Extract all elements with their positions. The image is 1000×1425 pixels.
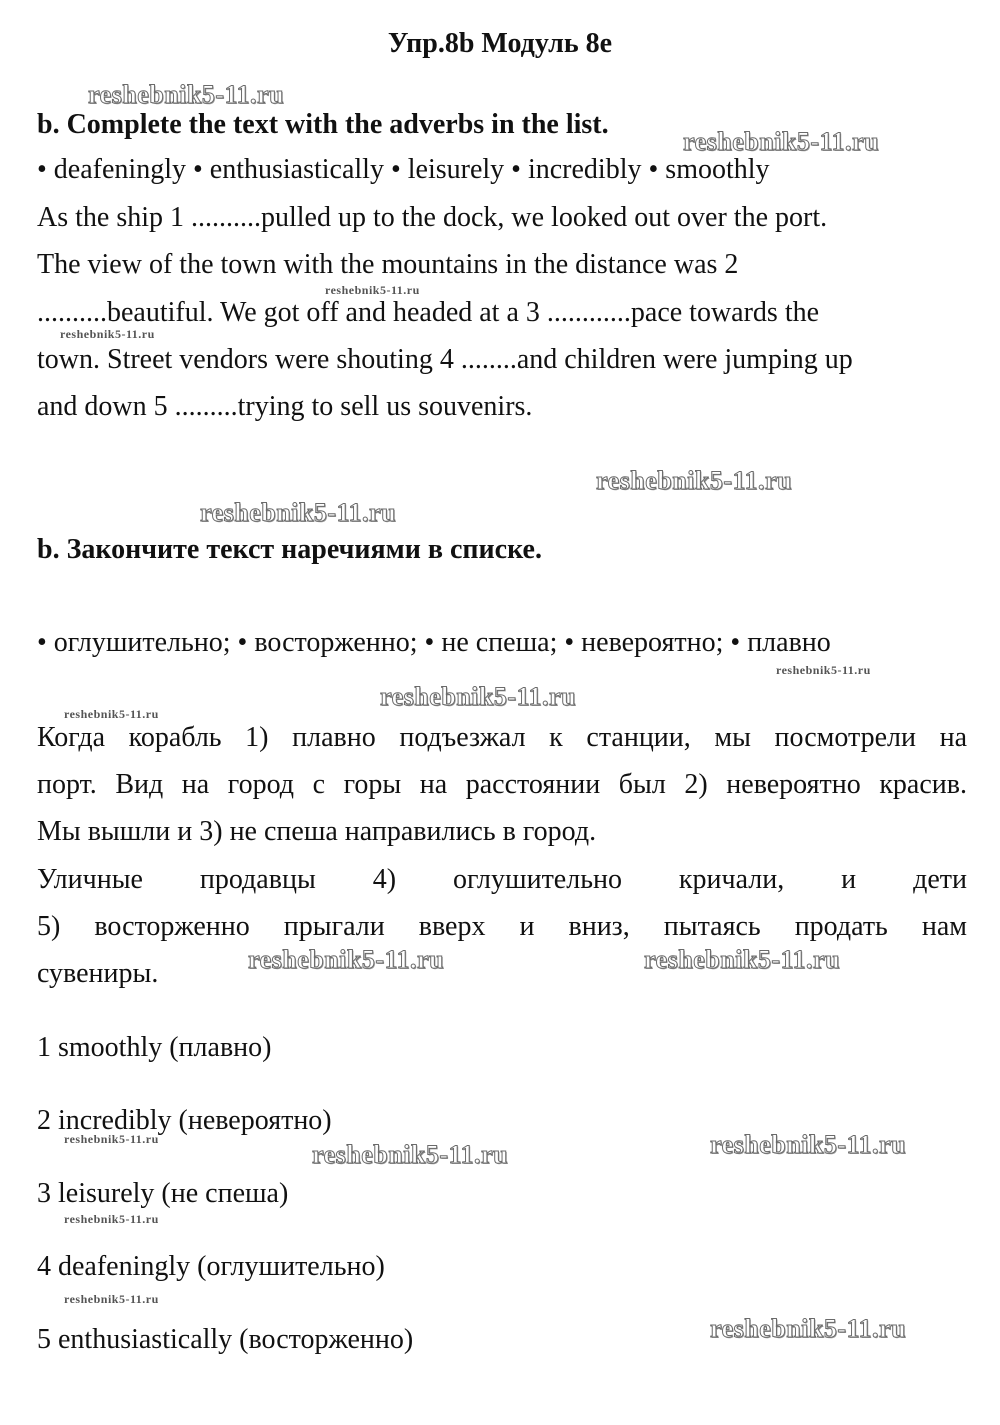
- answer-item: 3 leisurely (не спеша): [37, 1178, 289, 1209]
- watermark: reshebnik5-11.ru: [64, 1292, 159, 1306]
- russian-text-line: Мы вышли и 3) не спеша направились в город.: [37, 816, 597, 847]
- watermark: reshebnik5-11.ru: [88, 80, 285, 109]
- watermark: reshebnik5-11.ru: [710, 1314, 907, 1343]
- russian-word-list: • оглушительно; • восторженно; • не спеша; • невероятно; • плавно: [37, 627, 831, 658]
- english-text-line: and down 5 .........trying to sell us souvenirs.: [37, 391, 533, 422]
- russian-text-line: сувениры.: [37, 958, 159, 989]
- english-text-line: As the ship 1 ..........pulled up to the dock, we looked out over the port.: [37, 202, 828, 233]
- watermark: reshebnik5-11.ru: [325, 283, 420, 297]
- watermark: reshebnik5-11.ru: [64, 707, 159, 721]
- english-text-line: town. Street vendors were shouting 4 ........and children were jumping up: [37, 344, 853, 375]
- watermark: reshebnik5-11.ru: [380, 682, 577, 711]
- english-text-line: ..........beautiful. We got off and headed at a 3 ............pace towards the: [37, 297, 820, 328]
- answer-item: 1 smoothly (плавно): [37, 1032, 272, 1063]
- watermark: reshebnik5-11.ru: [683, 127, 880, 156]
- watermark: reshebnik5-11.ru: [60, 327, 155, 341]
- watermark: reshebnik5-11.ru: [248, 945, 445, 974]
- russian-text-line: Когда корабль 1) плавно подъезжал к станции, мы посмотрели на: [37, 722, 967, 753]
- watermark: reshebnik5-11.ru: [596, 466, 793, 495]
- answer-item: 2 incredibly (невероятно): [37, 1105, 332, 1136]
- russian-text-line: порт. Вид на город с горы на расстоянии был 2) невероятно красив.: [37, 769, 967, 800]
- watermark: reshebnik5-11.ru: [312, 1140, 509, 1169]
- english-instruction: b. Complete the text with the adverbs in the list.: [37, 109, 609, 140]
- russian-text-line: 5) восторженно прыгали вверх и вниз, пытаясь продать нам: [37, 911, 967, 942]
- answer-item: 4 deafeningly (оглушительно): [37, 1251, 385, 1282]
- russian-text-line: Уличные продавцы 4) оглушительно кричали, и дети: [37, 864, 967, 895]
- watermark: reshebnik5-11.ru: [64, 1212, 159, 1226]
- watermark: reshebnik5-11.ru: [644, 945, 841, 974]
- watermark: reshebnik5-11.ru: [64, 1132, 159, 1146]
- watermark: reshebnik5-11.ru: [710, 1130, 907, 1159]
- watermark: reshebnik5-11.ru: [776, 663, 871, 677]
- russian-instruction: b. Закончите текст наречиями в списке.: [37, 534, 542, 565]
- answer-item: 5 enthusiastically (восторженно): [37, 1324, 414, 1355]
- english-word-list: • deafeningly • enthusiastically • leisurely • incredibly • smoothly: [37, 154, 770, 185]
- english-text-line: The view of the town with the mountains in the distance was 2: [37, 249, 739, 280]
- watermark: reshebnik5-11.ru: [200, 498, 397, 527]
- page-title: Упр.8b Модуль 8e: [387, 28, 613, 59]
